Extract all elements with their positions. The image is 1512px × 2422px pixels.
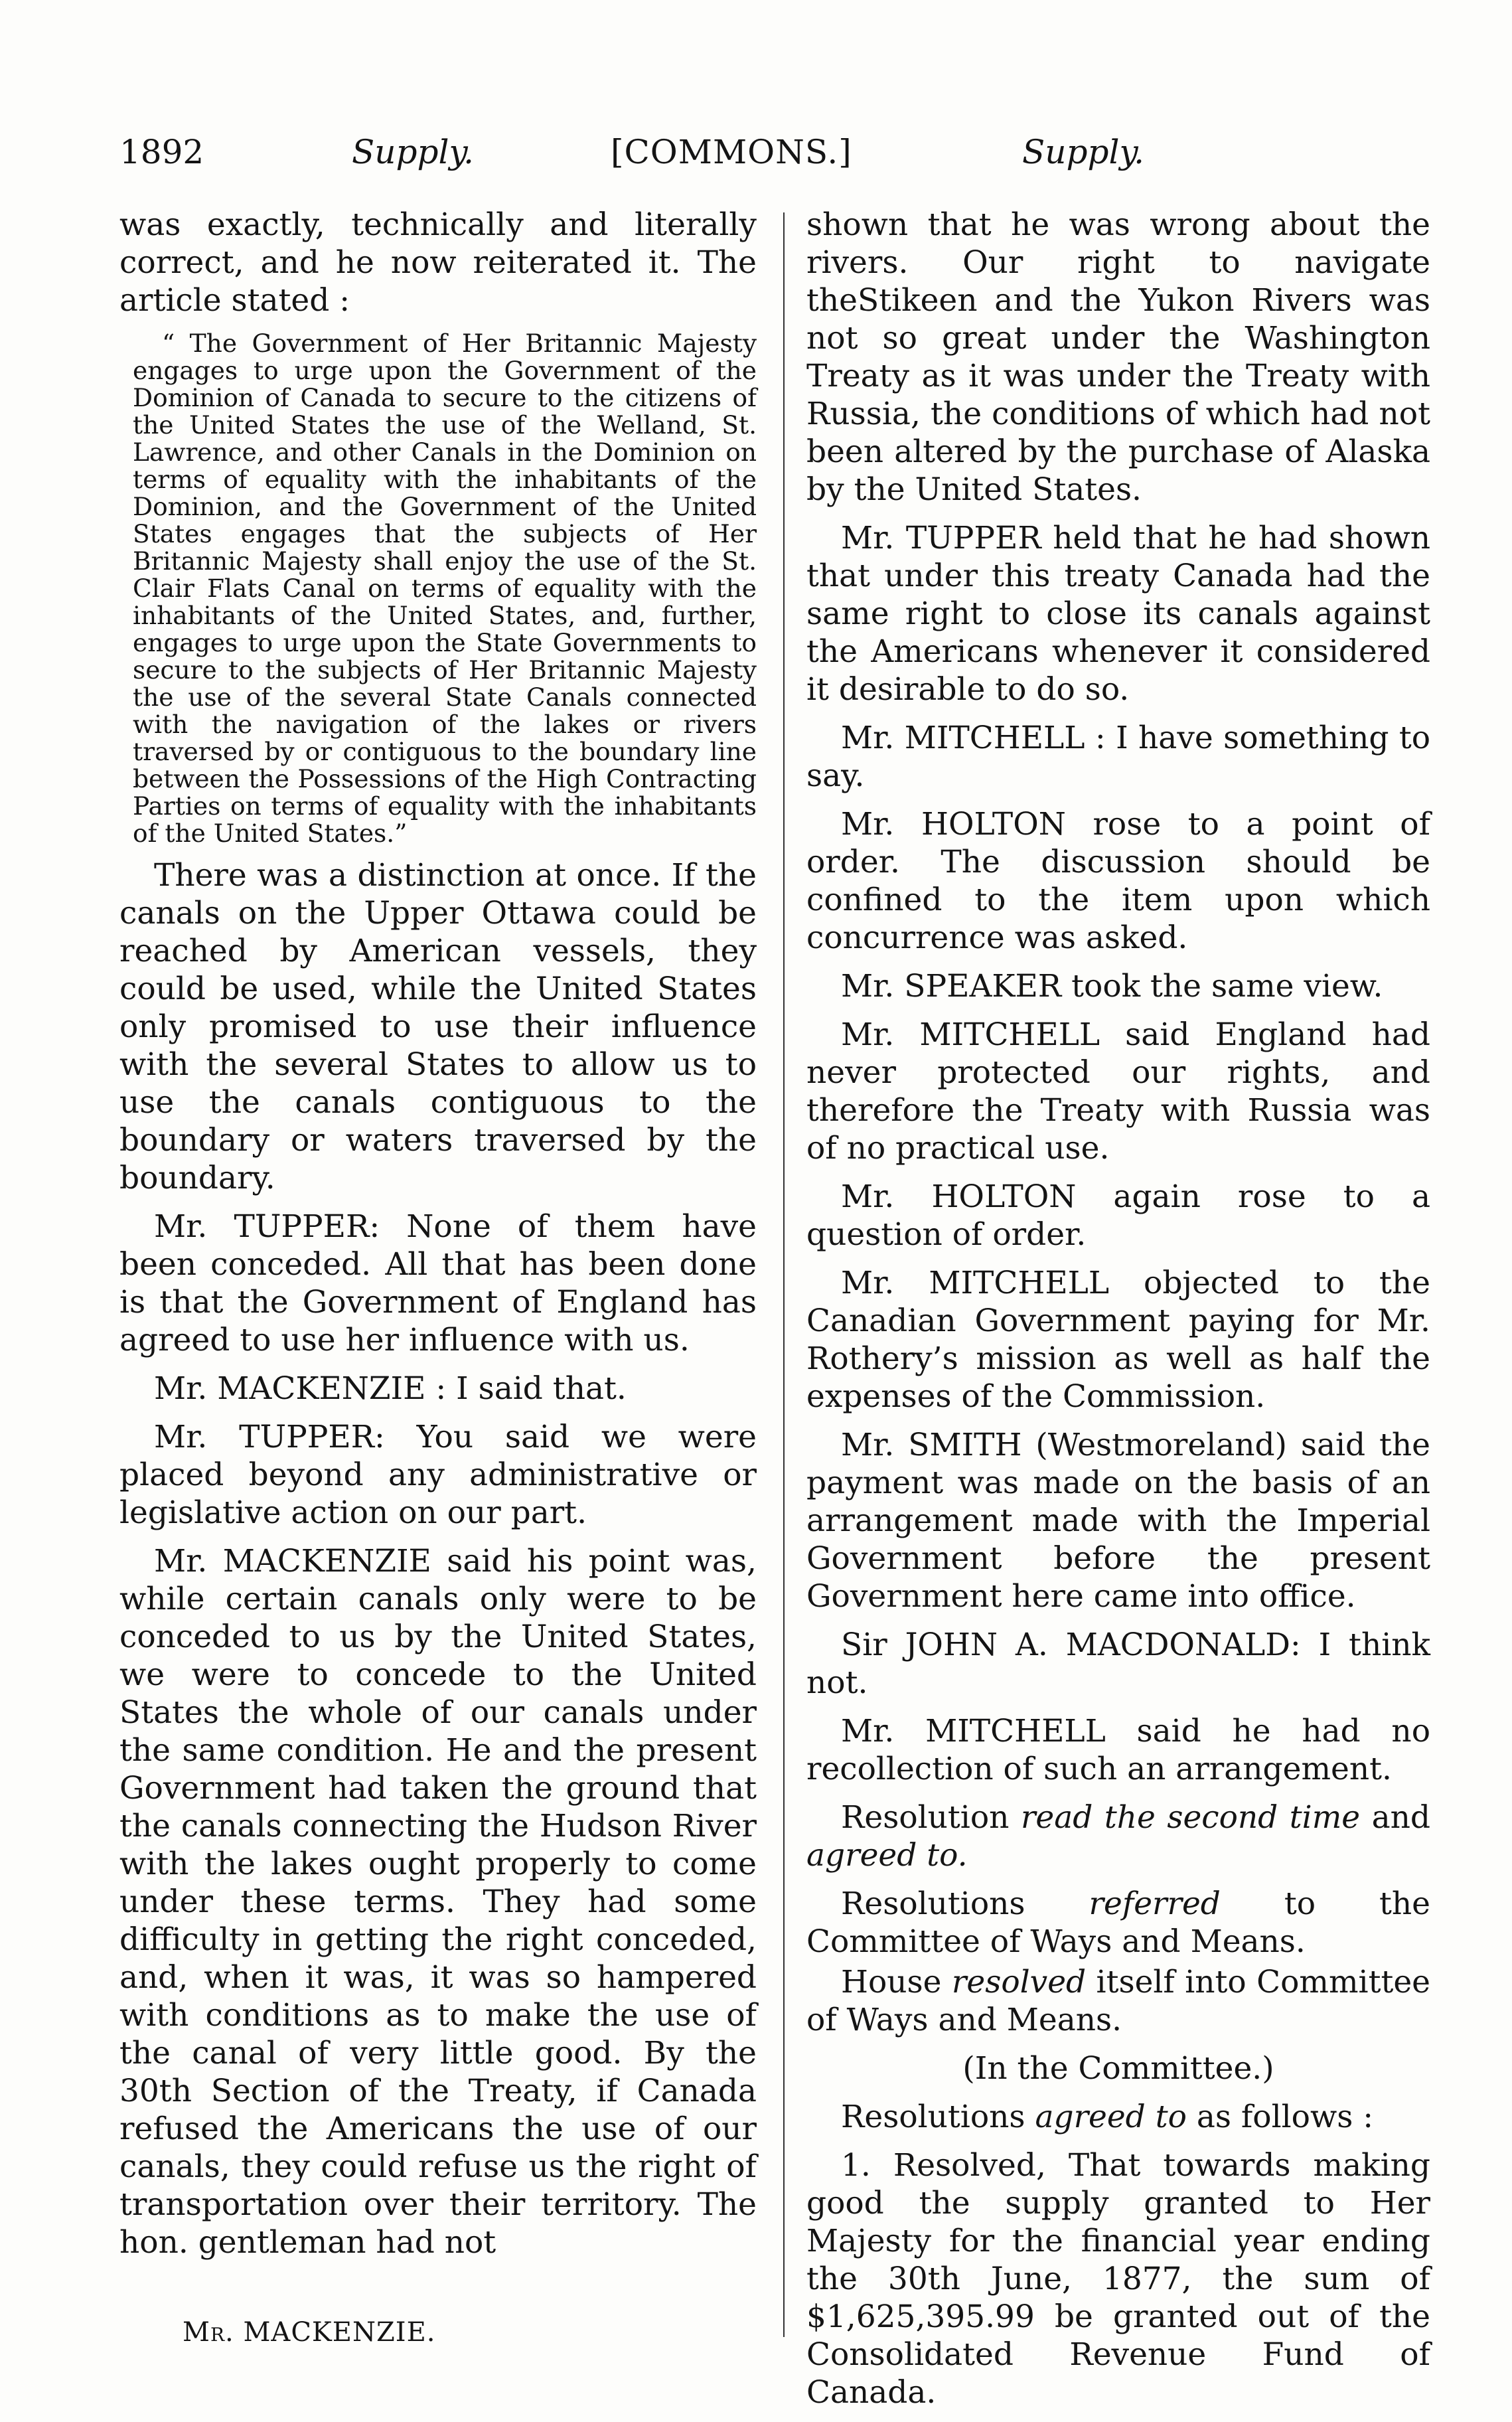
resolution-second-reading: Resolution read the second time and agreed to. <box>806 1799 1430 1874</box>
paragraph: Mr. SPEAKER took the same view. <box>841 968 1383 1005</box>
paragraph: Mr. MITCHELL said England had never protected our rights, and therefore the Treaty with Russia was of no practical use. <box>806 1016 1430 1167</box>
paragraph: Mr. MITCHELL said he had no recollection of such an arrangement. <box>806 1713 1430 1787</box>
paragraph: Mr. MITCHELL : I have something to say. <box>806 720 1430 794</box>
page-number: 1892 <box>119 133 204 171</box>
left-column <box>119 206 757 2272</box>
paragraph: Mr. MACKENZIE said his point was, while certain canals only were to be conceded to us by the United States, we were to concede to the United States the whole of our canals under the same condition. He and the present Government had taken the ground that the canals connecting the Hudson River with the lakes ought properly to come under these terms. They had some difficulty in getting the right conceded, and, when it was, it was so hampered with conditions as to make the use of the canal of very little good. By the 30th Section of the Treaty, if Canada refused the Americans the use of our canals, they could refuse us the right of transportation over their territory. The hon. gentleman had not <box>119 1543 757 2261</box>
right-column <box>806 206 1430 2422</box>
committee-heading: (In the Committee.) <box>962 2050 1274 2087</box>
resolution-text: 1. Resolved, That towards making good the supply granted to Her Majesty for the financial year ending the 30th June, 1877, the sum of $1,625,395.99 be granted out of the Consolidated Revenue Fund of Canada. <box>806 2147 1430 2411</box>
paragraph: Mr. HOLTON rose to a point of order. The discussion should be confined to the item upon which concurrence was asked. <box>806 806 1430 956</box>
resolutions-agreed: Resolutions agreed to as follows : <box>841 2099 1374 2135</box>
running-header <box>119 133 1142 193</box>
house-resolved: House resolved itself into Committee of Ways and Means. <box>806 1964 1430 2038</box>
paragraph: There was a distinction at once. If the canals on the Upper Ottawa could be reached by American vessels, they could be used, while the United States only promised to use their influence with the several States to allow us to use the canals contiguous to the boundary or waters traversed by the boundary. <box>119 857 757 1196</box>
catchword: Mr. MACKENZIE. <box>183 2317 436 2348</box>
column-divider <box>783 212 785 2337</box>
paragraph: Mr. TUPPER: None of them have been conceded. All that has been done is that the Government of England has agreed to use her influence with us. <box>119 1208 757 1358</box>
paragraph: Mr. HOLTON again rose to a question of order. <box>806 1178 1430 1253</box>
header-left-title: Supply. <box>352 133 474 171</box>
header-center-title: [COMMONS.] <box>611 133 852 171</box>
paragraph: was exactly, technically and literally correct, and he now reiterated it. The article stated : <box>119 206 757 319</box>
paragraph: Mr. MACKENZIE : I said that. <box>154 1370 627 1407</box>
paragraph: Mr. TUPPER held that he had shown that under this treaty Canada had the same right to close its canals against the Americans whenever it considered it desirable to do so. <box>806 520 1430 708</box>
paragraph: Mr. MITCHELL objected to the Canadian Government paying for Mr. Rothery’s mission as well as half the expenses of the Commission. <box>806 1265 1430 1415</box>
paragraph: Sir JOHN A. MACDONALD: I think not. <box>806 1627 1430 1701</box>
paragraph: Mr. SMITH (Westmoreland) said the payment was made on the basis of an arrangement made with the Imperial Government before the present Government here came into office. <box>806 1427 1430 1615</box>
resolution-referred: Resolutions referred to the Committee of Ways and Means. <box>806 1886 1430 1960</box>
header-right-title: Supply. <box>1022 133 1144 171</box>
block-quote: “ The Government of Her Britannic Majesty engages to urge upon the Government of the Dominion of Canada to secure to the citizens of the United States the use of the Welland, St. Lawrence, and other Canals in the Dominion on terms of equality with the inhabitants of the Dominion, and the Government of the United States engages that the subjects of Her Britannic Majesty shall enjoy the use of the St. Clair Flats Canal on terms of equality with the inhabitants of the United States, and, further, engages to urge upon the State Governments to secure to the subjects of Her Britannic Majesty the use of the several State Canals connected with the navigation of the lakes or rivers traversed by or contiguous to the boundary line between the Possessions of the High Contracting Parties on terms of equality with the inhabitants of the United States.” <box>133 329 757 848</box>
paragraph: shown that he was wrong about the rivers. Our right to navigate theStikeen and the Yukon Rivers was not so great under the Washington Treaty as it was under the Treaty with Russia, the conditions of which had not been altered by the purchase of Alaska by the United States. <box>806 206 1430 508</box>
paragraph: Mr. TUPPER: You said we were placed beyond any administrative or legislative action on our part. <box>119 1419 757 1531</box>
